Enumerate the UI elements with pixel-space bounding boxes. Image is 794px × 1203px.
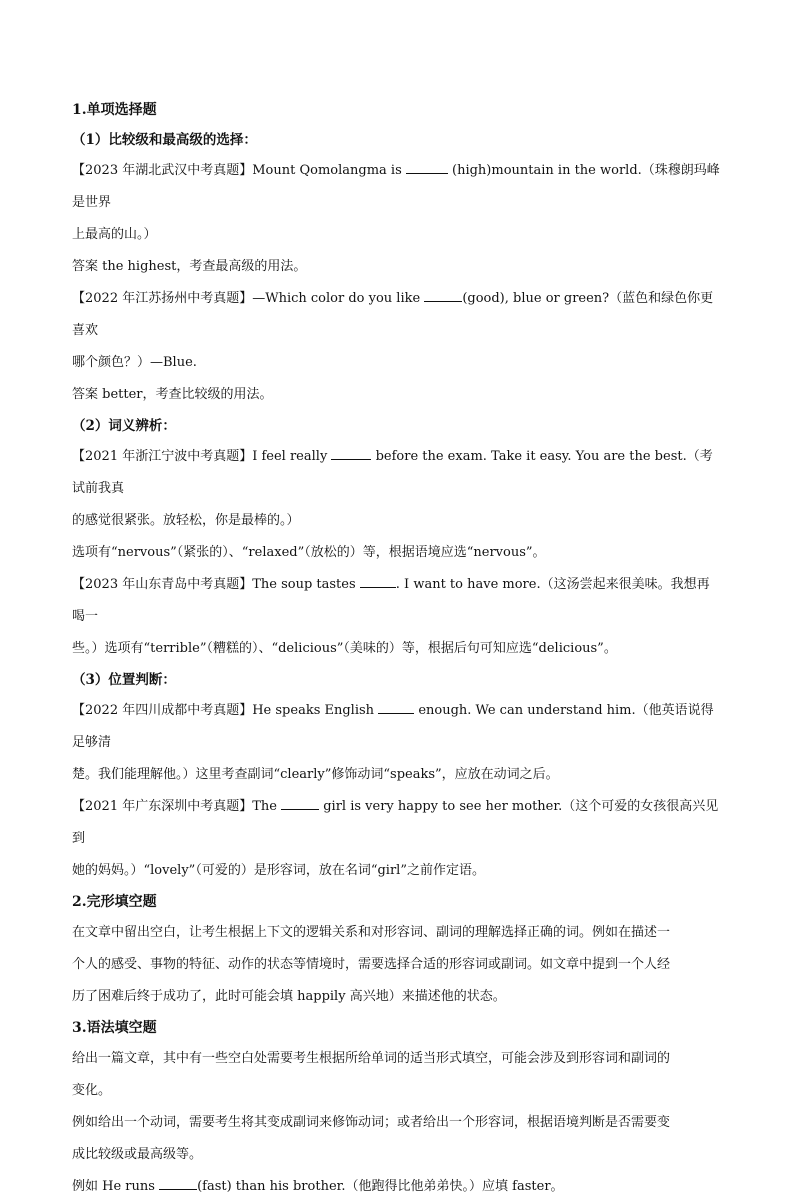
example-text-post: (fast) than his brother.（他跑得比他弟弟快。）应填 faster。 [197,1179,564,1194]
section-title-single-choice: 1.单项选择题 [72,102,157,118]
q6-text-pre: 【2021 年广东深圳中考真题】The [72,799,282,814]
subsection-title-comparison: （1）比较级和最高级的选择： [72,132,257,148]
q3-text-pre: 【2021 年浙江宁波中考真题】I feel really [72,449,332,464]
question-6-line2: 她的妈妈。）“lovely”（可爱的）是形容词，放在名词“girl”之前作定语。 [72,863,485,878]
q2-text-post: (good), blue or green?（蓝色和绿色你更喜欢 [72,291,714,338]
question-4 [72,569,722,633]
subsection-title-position: （3）位置判断： [72,672,176,688]
question-4-line2: 些。）选项有“terrible”（糟糕的）、“delicious”（美味的）等，根据后句可知应选“delicious”。 [72,641,617,656]
answer-1: 答案 the highest，考查最高级的用法。 [72,259,307,274]
example-text-pre: 例如 He runs [72,1179,160,1194]
grammar-line-2: 变化。 [72,1083,112,1098]
answer-blank [406,161,448,174]
answer-blank [159,1177,197,1190]
question-3-line2: 的感觉很紧张。放轻松，你是最棒的。） [72,513,300,528]
q4-text-pre: 【2023 年山东青岛中考真题】The soup tastes [72,577,360,592]
cloze-line-1: 在文章中留出空白，让考生根据上下文的逻辑关系和对形容词、副词的理解选择正确的词。例如在描述一 [72,925,671,940]
q5-text-post: enough. We can understand him.（他英语说得足够清 [72,703,714,750]
question-5-line2: 楚。我们能理解他。）这里考查副词“clearly”修饰动词“speaks”，应放在动词之后。 [72,767,559,782]
question-2 [72,283,722,347]
cloze-line-3: 历了困难后终于成功了，此时可能会填 happily 高兴地）来描述他的状态。 [72,989,506,1004]
answer-2: 答案 better，考查比较级的用法。 [72,387,273,402]
question-1 [72,155,722,219]
q6-text-post: girl is very happy to see her mother.（这个可爱的女孩很高兴见到 [72,799,719,846]
q3-text-post: before the exam. Take it easy. You are the best.（考试前我真 [72,449,713,496]
question-3 [72,441,722,505]
document-content [72,95,722,1203]
q4-text-post: . I want to have more.（这汤尝起来很美味。我想再喝一 [72,577,710,624]
answer-blank [331,447,371,460]
question-1-line2: 上最高的山。） [72,227,157,242]
answer-3: 选项有“nervous”（紧张的）、“relaxed”（放松的）等，根据语境应选“nervous”。 [72,545,546,560]
question-2-line2: 哪个颜色？）—Blue. [72,355,197,370]
q1-text-post: (high)mountain in the world.（珠穆朗玛峰是世界 [72,163,720,210]
grammar-line-3: 例如给出一个动词，需要考生将其变成副词来修饰动词；或者给出一个形容词，根据语境判断是否需要变 [72,1115,671,1130]
section-title-grammar-fill: 3.语法填空题 [72,1020,157,1036]
q2-text-pre: 【2022 年江苏扬州中考真题】—Which color do you like [72,291,425,306]
q5-text-pre: 【2022 年四川成都中考真题】He speaks English [72,703,379,718]
grammar-example [72,1171,722,1203]
answer-blank [360,575,396,588]
cloze-line-2: 个人的感受、事物的特征、动作的状态等情境时，需要选择合适的形容词或副词。如文章中提到一个人经 [72,957,671,972]
answer-blank [281,797,319,810]
grammar-line-4: 成比较级或最高级等。 [72,1147,203,1162]
section-title-cloze: 2.完形填空题 [72,894,157,910]
grammar-line-1: 给出一篇文章，其中有一些空白处需要考生根据所给单词的适当形式填空，可能会涉及到形容词和副词的 [72,1051,671,1066]
question-6 [72,791,722,855]
answer-blank [378,701,414,714]
answer-blank [424,289,462,302]
subsection-title-meaning: （2）词义辨析： [72,418,176,434]
q1-text-pre: 【2023 年湖北武汉中考真题】Mount Qomolangma is [72,163,406,178]
question-5 [72,695,722,759]
